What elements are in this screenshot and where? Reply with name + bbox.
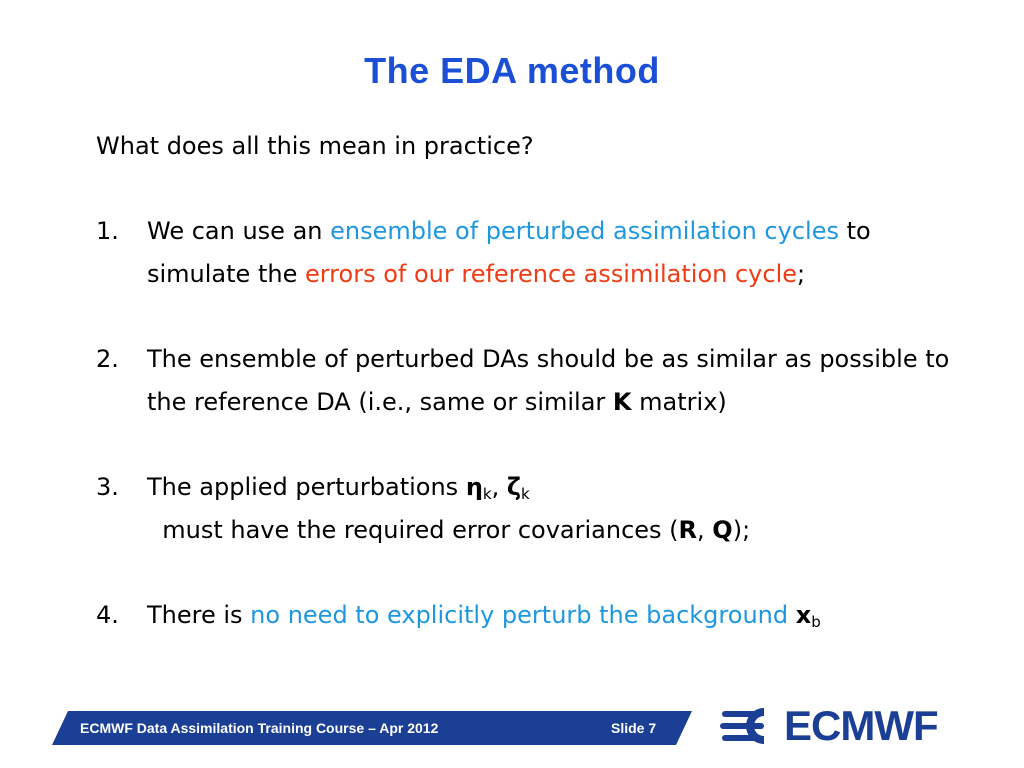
text-run: );: [732, 516, 751, 544]
zeta-symbol: ζ: [506, 473, 522, 501]
list-text: [147, 210, 956, 296]
footer-slide-number: Slide 7: [611, 720, 657, 736]
background-subscript: b: [811, 613, 821, 631]
background-symbol-x: x: [795, 601, 812, 629]
list-number: 4.: [96, 601, 119, 629]
text-run: ,: [491, 473, 507, 501]
logo-text: ECMWF: [784, 702, 938, 749]
eta-subscript: k: [482, 485, 492, 503]
text-run: There is: [147, 601, 251, 629]
list-item-2: [96, 338, 956, 424]
ecmwf-logo: [720, 703, 960, 749]
list-text: [147, 466, 956, 552]
text-run: ;: [797, 260, 806, 288]
text-run: ,: [697, 516, 713, 544]
list-number: 2.: [96, 345, 119, 373]
matrix-symbol-k: K: [612, 388, 632, 416]
list-item-1: [96, 210, 956, 296]
text-run: [788, 601, 796, 629]
intro-text: What does all this mean in practice?: [96, 132, 534, 160]
text-run: must have the required error covariances (: [147, 516, 679, 544]
list-number: 3.: [96, 473, 119, 501]
list-text: [147, 338, 956, 424]
text-run: to simulate the: [147, 217, 871, 288]
matrix-symbol-r: R: [678, 516, 698, 544]
list-text: [147, 594, 956, 637]
highlight-cyan-text: ensemble of perturbed assimilation cycles: [330, 217, 839, 245]
highlight-red-text: errors of our reference assimilation cycle: [304, 260, 798, 288]
text-run: We can use an: [147, 217, 331, 245]
slide-title: The EDA method: [364, 50, 660, 91]
footer-course-text: ECMWF Data Assimilation Training Course – Apr 2012: [80, 720, 439, 736]
slide-body: [96, 125, 956, 679]
highlight-cyan-text: no need to explicitly perturb the background: [250, 601, 789, 629]
eta-symbol: η: [465, 473, 483, 501]
matrix-symbol-q: Q: [712, 516, 733, 544]
list-item-4: [96, 594, 956, 637]
ecmwf-globe-icon: [720, 705, 780, 747]
text-run: The ensemble of perturbed DAs should be as similar as possible to the reference DA (i.e., same or similar: [147, 345, 950, 416]
zeta-subscript: k: [521, 485, 530, 503]
text-run: matrix): [631, 388, 727, 416]
list-item-3: [96, 466, 956, 552]
list-number: 1.: [96, 217, 119, 245]
text-run: The applied perturbations: [147, 473, 466, 501]
